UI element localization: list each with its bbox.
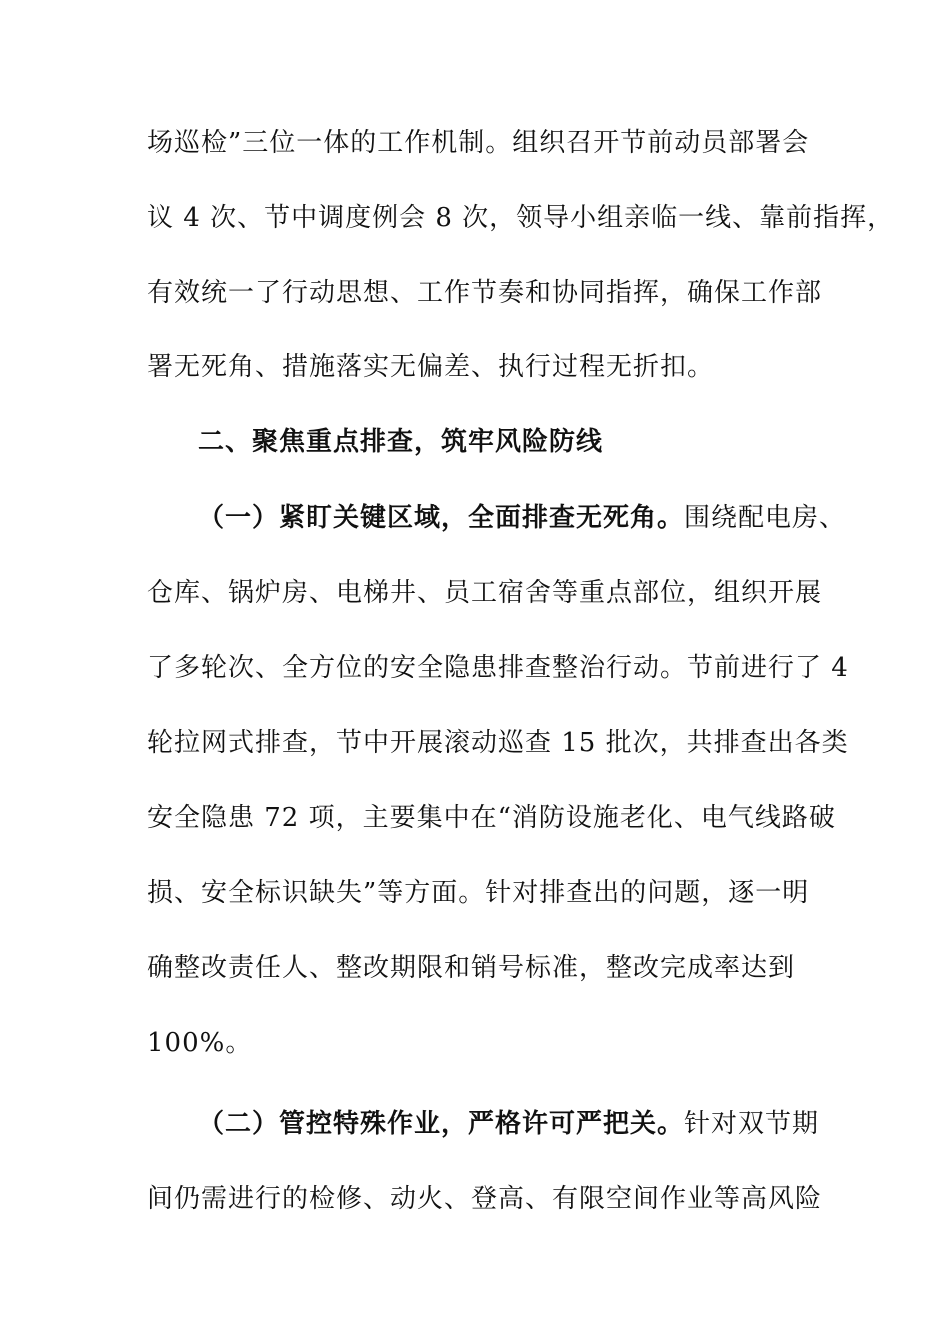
paragraph-line: 损、安全标识缺失”等方面。针对排查出的问题，逐一明 [147, 878, 810, 908]
paragraph-line: 安全隐患 72 项，主要集中在“消防设施老化、电气线路破 [147, 803, 836, 833]
section-heading: 二、聚焦重点排查，筑牢风险防线 [198, 427, 604, 457]
paragraph-line: 议 4 次、节中调度例会 8 次，领导小组亲临一线、靠前指挥， [147, 203, 895, 233]
paragraph-line: 确整改责任人、整改期限和销号标准，整改完成率达到 [147, 953, 796, 983]
paragraph-line: 仓库、锅炉房、电梯井、员工宿舍等重点部位，组织开展 [147, 578, 823, 608]
item2-first-line [198, 1107, 819, 1141]
paragraph-line: 间仍需进行的检修、动火、登高、有限空间作业等高风险 [147, 1184, 823, 1214]
item2-heading: （二）管控特殊作业，严格许可严把关。 [198, 1109, 685, 1139]
paragraph-line: 了多轮次、全方位的安全隐患排查整治行动。节前进行了 4 [147, 653, 849, 683]
paragraph-line: 100%。 [147, 1028, 253, 1058]
item1-first-line-rest: 围绕配电房、 [684, 503, 847, 533]
paragraph-line: 场巡检”三位一体的工作机制。组织召开节前动员部署会 [147, 128, 810, 158]
paragraph-line: 署无死角、措施落实无偏差、执行过程无折扣。 [147, 352, 715, 382]
paragraph-line: 有效统一了行动思想、工作节奏和协同指挥，确保工作部 [147, 278, 823, 308]
item2-first-line-rest: 针对双节期 [684, 1109, 820, 1139]
paragraph-line: 轮拉网式排查，节中开展滚动巡查 15 批次，共排查出各类 [147, 728, 849, 758]
item1-heading: （一）紧盯关键区域，全面排查无死角。 [198, 503, 685, 533]
item1-first-line [198, 501, 846, 535]
